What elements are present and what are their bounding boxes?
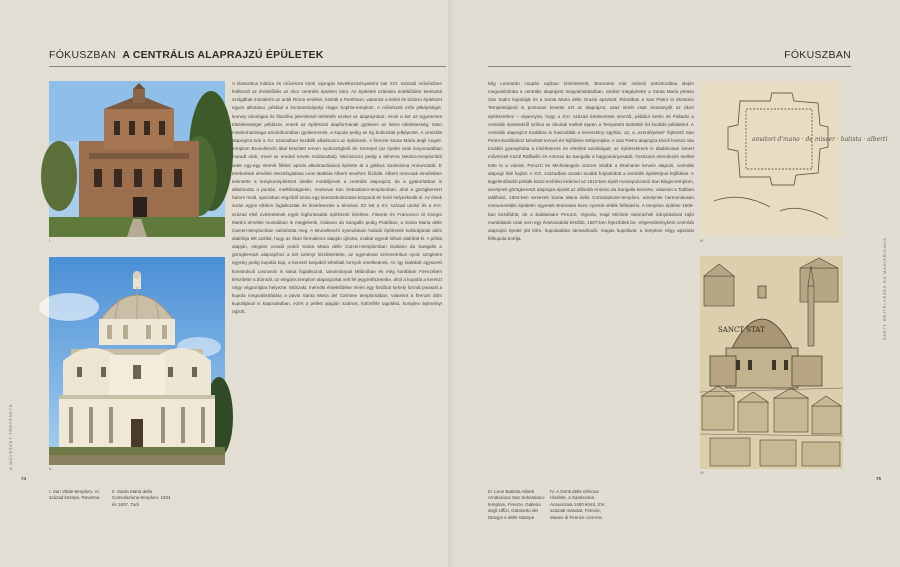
right-page-header — [784, 49, 851, 61]
header-rule — [49, 66, 446, 67]
right-page — [450, 0, 900, 567]
figure-number: IV. — [700, 470, 705, 475]
figure-number: I. — [49, 238, 52, 243]
figure-number: III. — [700, 238, 705, 243]
figure-city-view — [700, 256, 843, 469]
article-title: A CENTRÁLIS ALAPRAJZÚ ÉPÜLETEK — [122, 49, 324, 61]
vertical-running-head: A MŰVÉSZET TÖRTÉNETE — [8, 403, 13, 470]
page-number: 75 — [876, 476, 882, 481]
caption-figure-4: IV. A Genti della Gênova részlete, a Santissima Annunziata 1480 körül, XVI. századi másolat, Firenze, Museo di Firenze com'era — [550, 489, 606, 520]
left-page-header — [49, 49, 324, 61]
section-label: FÓKUSZBAN — [784, 49, 851, 61]
section-label: FÓKUSZBAN — [49, 49, 116, 61]
caption-figure-3: III. Leon Battista Alberti Amatorious San Sebastiano-templom, Firenze, Galleria degli Uffizi, Gabinetto dei Disegni e delle Stampe — [488, 489, 546, 520]
book-gutter — [448, 0, 452, 567]
caption-figure-1: I. San Vitale-templom, VI. század közepe, Ravenna — [49, 489, 100, 501]
alberti-sketch-drawing — [700, 81, 888, 237]
sketch-inscription: amatori d'mano · de misser · batista · albertí — [752, 136, 888, 143]
figure-san-vitale — [49, 81, 225, 237]
header-rule — [488, 66, 851, 67]
caption-figure-2: II. Santa Maria della Consolazione-templom, 1504 és 1607, Todi — [112, 489, 171, 507]
left-text-column — [232, 80, 442, 472]
vertical-running-head: ESETT REJTÉLYEZÉS ÉS MANIERIZMUS — [882, 237, 887, 340]
figure-number: II. — [49, 466, 53, 471]
figure-alberti-sketch — [700, 81, 888, 237]
right-text-column — [488, 80, 694, 370]
page-number: 74 — [21, 476, 27, 481]
city-view-engraving — [700, 256, 843, 469]
san-vitale-photo — [49, 81, 225, 237]
consolazione-photo — [49, 257, 225, 465]
figure-consolazione — [49, 257, 225, 465]
map-label: SANCT STAT — [718, 326, 765, 334]
body-text: A klasszikus kultúra és művészet iránti rajongás következményeként sok XVI. századi művészben felébredt az érdeklődés az ókor centrális épületei iránt. Az épületek számára érdeklődést keresztül szolgáltak mintaként az antik Róma emlékei, köztük a Pantheon, valamint a keleti és bizánci építészet egyes alkotásai, például a konstantinápolyi Hagia Sophia-templom. A művészek erős jelképiséget, komoly ideológiai és filozófiai jelentéssel telítették ezeket az alaprajzokat, mivel a kör az egyetemes tökéletességet példázta; ennek az építészeti alapformának gyökerei az isteni tökéletesség, Isten mindenhatósága szimbólumában gyökereznek, a kupola pedig az ég boltozatát jelképezte. A centrális alaprajzot már a XV. században kezdték alkalmazni az építészek. A firenzei Santa Maria degli Angeli-templom Brunelleschi által készített terven nyolcszögletű tér szerepel (az épület csak lenyomatában maradt ránk, mivel az eredeti tervek módosultak). Michelozzo pedig a Minerva Medica-templomból vette egy-egy elemét féltkör apszis alkalmazásával építette át a gótikus Santissima Annunziatát. E törekvések elméleti összefoglalása Leon Battista Alberti nevéhez fűződik. Alberti nemcsak elméletben tekintette a templomépítészet ideális modelljének a centrális alaprajzot, de a gyakorlatban is alkalmazta a puntán, melltősságtelen, mantovai San Sebastiano-templomban, ahol a görögkereszt három rövid, apszisban végződő szára egy keresztboltozatos központi tér köré helyezkedik el. Az élvek során egyre többen foglalkoztak és kísérleteztek a témával. Ez lett a XV. század utolsó és a XVI. század első évtizedeinek egyik legfontosabb építészeti kérdése. Filarete és Francesco di Giorgio Martini elméleti munkáiban is megjelenik, Giuliano da Sangallo pedig Pratóban, a Santa Maria delle Carceri-templomban valósította meg. A Brunelleschi nyomdokain haladó építészek kultúrájának aktív alakítója lett azáltal, hogy az ókori formakincs alapján újította, ezáltal egyedi stílust alakított ki. A példa alapján, elegáns vonalú pratói Santa Maria delle Carceri-templomban Giuliano da Sangallo a görögkereszt alaprajzhoz a két szárnyt kiszélesítette, az egymással szimmetrikus nyolc szögletes egység pedig kupolát kap, a kereszt karjaiból kétoldalt tornyok emelkednek. Az így kialakult egyszerű konstrukció Leonardo is sokat foglalkozott, tanulmányait Milánóban és még korábban Firenzében készítette a dómnál, az elegáns templom alaprajzokat vett fel jegyzetfüzeteibe, ahol a kupolát a kereszt négy végpontjára helyezte. Műszaki, mérnöki érdeklődése révén egy fordított kehely formát javasolt a kupola megvalósítására a pavia Santa Maria del Carmine templomában, valamint a firenzei dóm kupolájával is kapcsolatban, ezért a pellett alapján számos, különféle tagolású, komplex épitményt rajzolt. — [232, 81, 442, 315]
body-text: Míg Leonardo csupán rajzban kísérletezett, Bramante már milánói tartózkodása idején megvalósította a centrális alaprajzot megvalósításában, amikor megépítette a Santa Maria presso San Satiro kupoláját és a Santa Maria delle Grazie apszisát. Rómában a San Pietro in Montorio Tempiettójánál is pontosan követte ezt az alaprajzot, azaz ismét csak visszanyúlt az ókori építészethez – olyannyira, hogy a XVI. század értekezések szerzői, például Serlio és Palladio a centrális épületekről szólva az ókoriak mellett éppen a Tempiettót tüntették fel korábbi példaként. A centrális alaprajzot továbbra is használták a keresztény egyház, az, a „szentélyeket” fejlesztő San Pietro-bazilikához készített tervvel ért fejlődése tetőpontjára. A San Pietro alaprajza körüli hosszú vita további gyarapította a kísérletezés és elméleti tanulságait; az építészeknek is általánosan ismert művészek közül Raffaello és Antonio da Sangallo a hagyományosabb, hosszanti elrendezés mellett tette le a voksot, Peruzzi és Michelangelo viszont inkább a Bramante tervein alapuló, centrális alaprajz felé hajlott. A XVI. században azután tovább folytatódott a centrális épülettípus fejlődése. A legjelentősebb példák közül említést érdemel az 1510-ben épült montepulcianói San Biagio-templom, amelynek görögkereszt alaprajza épület az idősebb Antonio da Sangallo tervezte, valamint a Todiban található, 1504-ben tervezett Santa Maria della Consolazione-templom, amelynek harmonikusan monumentális épületén egyesek Bramante keze nyomát vélték felfedezni. A templom építése 1508-ban kezdődött, de a Baldassare Peruzzi, Vignola, majd Michele Sanmicheli irányításával zajló munkálatok csak nem egy évszázaddal később, 1607-ben fejeződtek be. Végeredményként centrális alaprajzú épület jött létre, kupolaalátra támaszkodó, magas kupolával, a templom négy apszisát félkupola borítja. — [488, 81, 694, 241]
